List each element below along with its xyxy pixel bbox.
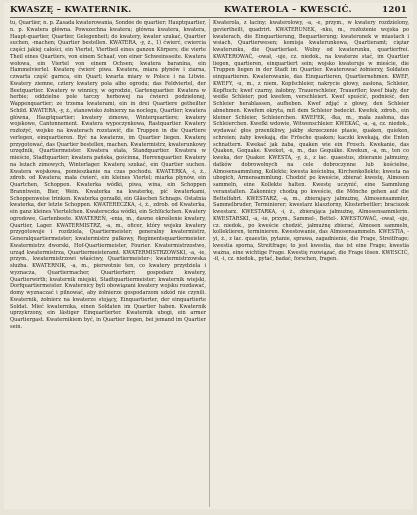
dictionary-page: [4, 3, 413, 509]
right-column-text: Kwaterola, z łaciny; kwaterolowy, -a, -e, przym., w kwatery rozdzielony, geviertheilt, quadrirt. KWATERUNEK, -nku, m., rozłożenie wojska po kwaterach, die Einquartierung, Bequartierung; kwaterunek w miastach i wsiach, Quartierwesen; komisja kwaterunkowa, Quartieramt; ciężar kwaterunku, die Quartierlast. Wolny od kwaterunku, quartierfrei. KWATEROWAĆ, -ował, -uje, cz. niedok., na kwaterze stać, im Quartier liegen, quartieren, einquartiert sein; wojsko kwateruje w mieście, die Truppen liegen in der Stadt im Quartier. Kwaterować żołnierzy, Soldaten einquartieren. Kwaterowanie, das Einquartieren, Quartiernehmen. KWEF, KWEFY, -u, m., z niem. Kopfschleier, nakrycie głowy, zasłona, Schleier, Kopftuch; kwef czarny, żałobny, Trauerschleier, Trauerflor; kwef biały, der weiße Schleier; pod kwefem, verschleiert. Kwef spuścić, podnieść, den Schleier herablassen, aufheben. Kwef zdjąć z głowy, den Schleier abnehmen. Kwefem okryta, mit dem Schleier bedeckt. Kwefek, zdrob., ein kleiner Schleier, Schleierchen. KWEFEK, -fka, m., mała zasłona, das Schleierchen. Kwefki wdowie, Witwenschleier. KWEKAĆ, -a, -ą, cz. niedok., wydawać głos przenikliwy, jakby skrzeczenie ptasie, quaken, quieken, schreien; żaby kwekają, die Frösche quaken; kaczki kwekają, die Enten schnattern. Kwekać jak żaba, quaken wie ein Frosch. Kwekanie, das Quaken, Gequake. Kwekot, -u, m., das Gequäke. Kwekun, -a, m., ten co kweka, der Quaker. KWESTA, -y, ż., z łac. quaestus, zbieranie jałmużny, datków dobrowolnych na cele dobroczynne lub kościelne, Almosensammlung, Kollekte; kwesta kościelna, Kirchenkollekte; kwesta na ubogich, Armensammlung. Chodzić po kweście, zbierać kwestę, Almosen sammeln, eine Kollekte halten. Kwestę uczynić, eine Sammlung veranstalten. Zakonnicy chodzą po kweście, die Mönche gehen auf die Bettelfahrt. KWESTARZ, -a, m., zbierający jałmużnę, Almosensammler, Sammelbruder, Terminierer; kwestarz klasztorny, Klosterbettler; braciszek kwestarz. KWESTARKA, -i, ż., zbierająca jałmużnę, Almosensammlerin. KWESTARSKI, -a, -ie, przym., Sammel-, Bettel-. KWESTOWAĆ, -ował, -uje, cz. niedok., po kweście chodzić, jałmużnę zbierać, Almosen sammeln, kollektieren, terminieren. Kwestowanie, das Almosensammeln. KWESTIA, -yi, ż., z łac. quaestio, pytanie, sprawa, zagadnienie, die Frage, Streitfrage; kwestia sporna, Streitfrage; to jest kwestia, das ist eine Frage; kwestia ważna, eine wichtige Frage. Kwestię rozwiązać, die Frage lösen. KWESCIĆ, -ił, -i, cz. niedok., pytać, badać, forschen, fragen.: [213, 20, 409, 263]
left-column-text: tu, Quartier, n. p. Zasada kwaterowania, Sondée de quartier; Hauptquartier, n. p. Kwatera główna. Powszechna kwatera; główna kwatera, kwatera, Haupt-quartier, Quartier, Gelegenheit; do kwatery, kwater szukać, Quartier suchen, -machen; Quartier bestellen. KWATERA, -y, ż., 1) ćwierć, cwiercia części jakiej całości, ein Viertel, Viertheil eines ganzen Körpers; die vierte Theil eines Quartiers, von einem Schaaf, von einer Schweinsseite. Kwatera wołowa, ein Viertel von einem Ochsen; kwatera baranina, ein Hammelviertel. Kwaterę ćwierć piwa. Kwatera, miara płynów i ziarna, czwarta część garnca, ein Quart; kwarta miary w Polsce i na Litwie. Kwatery ziemne, cztery kwatery pola albo ogrodu; das Feldviertel, der Beetquartier. Kwatery w winnicy, w ogrodzie, Gartenquartier. Kwatera w herbie; oddzielne pole tarczy herbowej na ćwierci podzielonej, Wappenquartier; ze trzema kwaterami, ein in drei Quartiere getheilter Schild. KWATERA, -y, ż., stanowisko żołnierzy na noclegu, Quartier; kwatera główna, Hauptquartier; kwatery zimowe, Winterquartiere; kwatery wojskowe, Cantonnement. Kwatera wypoczynkowa, Rastquartier. Kwatery rozłożyć, wojsko na kwaterach rozstawić, die Truppen in die Quartiere verlegen, einquartieren. Być na kwaterze, im Quartier liegen. Kwaterę przygotować, das Quartier bestellen, machen. Kwatermistrz, kwaterunkowy urzędnik, Quartiermeister. Kwatera stała, Standquartier. Kwatera w mieście, Stadtquartier; kwatera pańska, gościnna, Herrenquartier. Kwatery na leżach zimowych, Winterlager. Kwaterę szukać, ein Quartier suchen. Kwatera wojskowa, pomieszkanie na czas pochodu. KWATERKA, -i, ż., zdrob. od Kwatera; mała ćwierć, ein kleines Viertel; miarka płynów, ein Quartchen, Schoppen. Kwaterka wódki, piwa, wina, ein Schoppen Branntwein, Bier, Wein. Kwaterka na kwaterkę, pić kwaterkami, Schoppenweise trinken. Kwaterka gorzałki, ein Gläschen Schnaps. Ostatnia kwaterka, der letzte Schoppen. KWATERECZKA, -i, ż., zdrob. od Kwaterka, ein ganz kleines Viertelchen. Kwatereczka wódki, ein Schlückchen. Kwatery ogrodowe, Gartenbeete. KWATEREŃ, -enia, m., dawne określenie kwatery, Quartier, Lager. KWATERMISTRZ, -a, m., oficer, który wojsku kwatery przygotowuje i rozdziela, Quartiermeister; generalny kwatermistrz, Generalquartiermeister; kwatermistrz pułkowy, Regimentsquartiermeister. Kwatermistrz dworski, Hof-Quartiermeister, Fourier. Kwatermistrzostwo, urząd kwatermistrza, Quartiermeisteramt. KWATERMISTRZOWSKI, -a, -ie, przym., kwatermistrzowi właściwy, Quartiermeister-; kwatermistrzowska służba. KWATERNIK, -a, m., pierwotnie ten, co kwatery przydziela i wyznacza, Quartiermacher, Quartierherr; gospodarz kwatery, Quartierwirth; kwaternik miejski, Stadtquartiermeister; kwaternik wiejski, Dorfquartiermeister. Kwaternicy byli obowiązani kwatery wojsku rozdawać, domy wyznaczać i pilnować, aby żołnierze gospodarzom szkód nie czynili. Kwaternik, żołnierz na kwaterze stojący, Einquartierter, der einquartierte Soldat. Mieć kwaternika, einen Soldaten im Quartier haben. Kwaternik uprzykrzony, ein lästiger Einquartierter. Kwaternik ubogi, ein armer Quartiergast. Kwaternikiem być, in Quartier liegen, bei jemand im Quartier sein.: [10, 20, 206, 330]
right-running-head: KWATEROLA – KWESCIĆ.: [224, 5, 352, 15]
page-number: 1201: [382, 5, 407, 15]
page-header: [10, 5, 407, 17]
right-column: [213, 20, 409, 507]
left-running-head: KWASZĘ – KWATERNIK.: [10, 5, 132, 15]
left-column: [10, 20, 206, 507]
header-rule: [10, 17, 407, 18]
column-divider: [209, 19, 210, 507]
